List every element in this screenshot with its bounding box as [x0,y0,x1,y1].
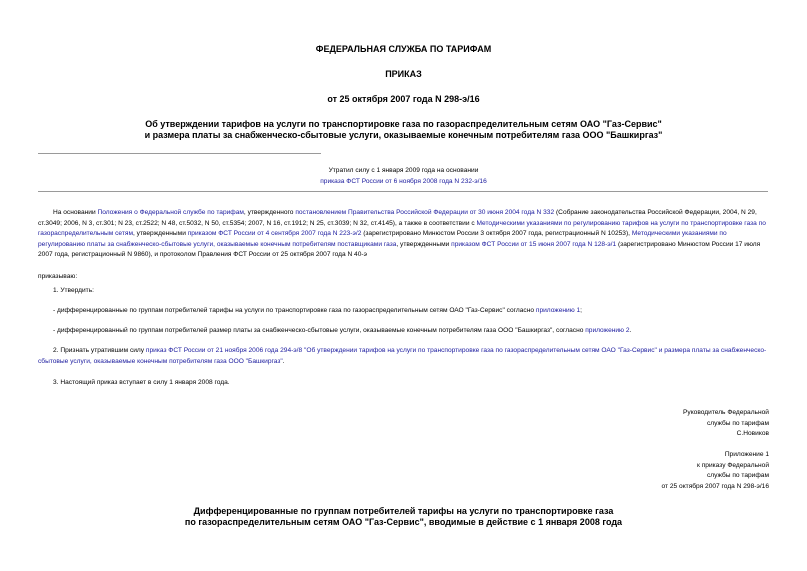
item-2-end: . [282,357,285,365]
link-order-128[interactable]: приказом ФСТ России от 15 июня 2007 года N 128-э/1 [451,240,617,248]
bullet-1-text: - дифференцированные по группам потребителей тарифы на услуги по транспортировке газа по газораспределительным сетям ОАО "Газ-Сервис" согласно [53,307,536,314]
preamble-text-3: (Собрание законодательства Российской Федерации, 2004, N 29, ст.3049; 2006, N 3, ст.301; N 23, ст.2522; N 48, ст.5032, N 50, ст.5354; 2007, N 16, ст.1912; N 25, ст.3039; N 32, ст.4145), а также в соответствии с [38,209,757,227]
link-methodical-guidelines-supply[interactable]: Методическими указаниями по регулированию платы за снабженческо-сбытовые услуги, оказываемые конечным потребителям поставщиками газа [38,230,727,248]
bullet-1 [53,306,768,317]
link-government-resolution[interactable]: постановлением Правительства Российской Федерации от 30 июня 2004 года N 332 [295,209,555,216]
appendix-line-3: службы по тарифам [706,472,769,480]
preamble-text-1: На основании [53,209,98,216]
appendix-line-1: Приложение 1 [724,451,769,458]
document-type: ПРИКАЗ [385,69,422,79]
item-1: 1. Утвердить: [53,287,94,294]
appendix-line-2: к приказу Федеральной [697,461,769,469]
notice-link[interactable]: приказа ФСТ России от 6 ноября 2008 года N 232-э/16 [320,178,487,185]
item-2 [38,346,768,367]
notice-bottom-rule [38,191,768,192]
signature-block [683,408,769,440]
preamble-text-4: , утвержденными [132,230,188,238]
document-date-number: от 25 октября 2007 года N 298-э/16 [327,94,480,104]
appendix-header [662,450,769,492]
link-methodical-guidelines-transport[interactable]: Методическими указаниями по регулированию тарифов на услуги по транспортировке газа по газораспределительным сетям [38,219,766,238]
item-2-text: 2. Признать утратившим силу [53,347,146,354]
appendix-title-line-1: Дифференцированные по группам потребителей тарифы на услуги по транспортировке газа [193,506,614,516]
item-3: 3. Настоящий приказ вступает в силу 1 января 2008 года. [53,379,230,386]
preamble-text-6: , утвержденными [396,240,452,248]
document-title-line-2: и размера платы за снабженческо-сбытовые услуги, оказываемые конечным потребителям газа ООО "Башкиргаз" [144,130,663,140]
bullet-2-text: - дифференцированный по группам потребителей размер платы за снабженческо-сбытовые услуги, оказываемые конечным потребителям газа ООО "Башкиргаз", согласно [53,327,586,334]
bullet-2 [53,326,768,337]
signature-line-1: Руководитель Федеральной [683,409,769,416]
signature-line-2: службы по тарифам [706,419,769,427]
document-title-line-1: Об утверждении тарифов на услуги по транспортировке газа по газораспределительным сетям ОАО "Газ-Сервис" [145,119,662,129]
link-appendix-2[interactable]: приложению 2 [585,327,630,334]
agency-name: ФЕДЕРАЛЬНАЯ СЛУЖБА ПО ТАРИФАМ [315,44,492,54]
notice-text: Утратил силу с 1 января 2009 года на основании [328,167,479,174]
link-order-294[interactable]: приказ ФСТ России от 21 ноября 2006 года 294-э/8 "Об утверждении тарифов на услуги по транспортировке газа по газораспределительным сетям ОАО "Газ-Сервис" и размера платы за снабженческо-сбытовые услуги, оказываемые конечным потребителям газа ООО "Башкиргаз" [38,347,767,365]
preamble-text-7: (зарегистрировано Минюстом России 17 июля 2007 года, регистрационный N 9860), и протоколом Правления ФСТ России от 25 октября 2007 года N 40-э [38,240,761,259]
preamble-paragraph [38,208,768,261]
orders-word: приказываю: [38,273,78,280]
appendix-line-4: от 25 октября 2007 года N 298-э/16 [661,482,769,490]
signature-name: С.Новиков [736,430,769,438]
bullet-1-end: ; [580,307,583,314]
preamble-text-5: (зарегистрировано Минюстом России 3 октября 2007 года, регистрационный N 10253), [361,230,632,238]
link-order-223[interactable]: приказом ФСТ России от 4 сентября 2007 года N 223-э/2 [187,230,362,238]
bullet-2-end: . [629,327,632,334]
appendix-title-line-2: по газораспределительным сетям ОАО "Газ-Сервис", вводимые в действие с 1 января 2008 года [184,517,623,527]
preamble-text-2: , утвержденного [243,209,296,216]
link-appendix-1[interactable]: приложению 1 [535,307,581,314]
notice-top-rule [38,153,321,154]
link-fst-regulation[interactable]: Положения о Федеральной службе по тарифам [97,209,244,216]
